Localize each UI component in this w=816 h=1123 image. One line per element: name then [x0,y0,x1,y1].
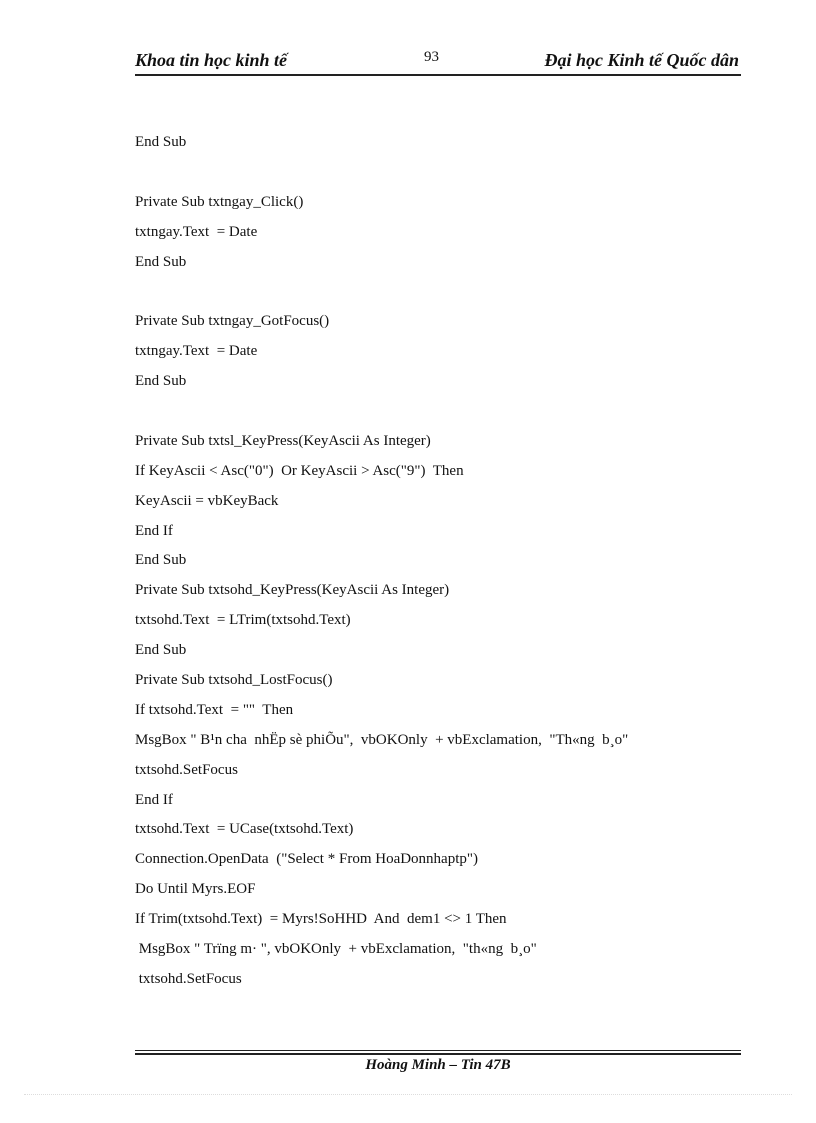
code-line: MsgBox " Trïng m· ", vbOKOnly + vbExclamation, "th«ng b¸o" [135,941,537,958]
code-line: Private Sub txtsl_KeyPress(KeyAscii As Integer) [135,432,431,449]
code-line: txtsohd.Text = LTrim(txtsohd.Text) [135,612,351,629]
page-number: 93 [424,49,439,65]
code-line: Private Sub txtsohd_LostFocus() [135,672,333,689]
code-line: txtngay.Text = Date [135,343,258,360]
code-line: End If [135,522,173,539]
code-listing [135,132,745,999]
code-line [135,401,745,431]
university-name: Đại học Kinh tế Quốc dân [544,50,739,70]
code-line: If Trim(txtsohd.Text) = Myrs!SoHHD And dem1 <> 1 Then [135,911,507,928]
code-line: txtsohd.Text = UCase(txtsohd.Text) [135,821,354,838]
code-line: End Sub [135,253,187,270]
code-line: End Sub [135,134,187,150]
code-line: End If [135,791,173,808]
code-line: KeyAscii = vbKeyBack [135,492,279,509]
page-header [135,46,741,76]
code-line: End Sub [135,373,187,390]
code-line [135,162,745,192]
code-line: Private Sub txtsohd_KeyPress(KeyAscii As Integer) [135,582,450,599]
code-line: End Sub [135,552,187,569]
code-line: Connection.OpenData ("Select * From HoaDonnhaptp") [135,851,479,868]
code-line: txtsohd.SetFocus [135,761,238,778]
faculty-name: Khoa tin học kinh tế [135,50,288,70]
code-line: txtsohd.SetFocus [135,970,242,987]
code-line: If txtsohd.Text = "" Then [135,701,294,718]
page-edge-divider [24,1094,792,1095]
code-line: txtngay.Text = Date [135,223,258,240]
code-line: Private Sub txtngay_Click() [135,193,304,210]
footer-divider [135,1050,741,1051]
code-line: Private Sub txtngay_GotFocus() [135,313,330,330]
code-line: End Sub [135,642,187,659]
code-line [135,281,745,311]
code-line: If KeyAscii < Asc("0") Or KeyAscii > Asc("9") Then [135,462,464,479]
page-footer: Hoàng Minh – Tin 47B [365,1057,511,1073]
code-line: Do Until Myrs.EOF [135,881,256,898]
code-line: MsgBox " B¹n cha nhËp sè phiÕu", vbOKOnly + vbExclamation, "Th«ng b¸o" [135,731,629,748]
footer-divider [135,1053,741,1055]
